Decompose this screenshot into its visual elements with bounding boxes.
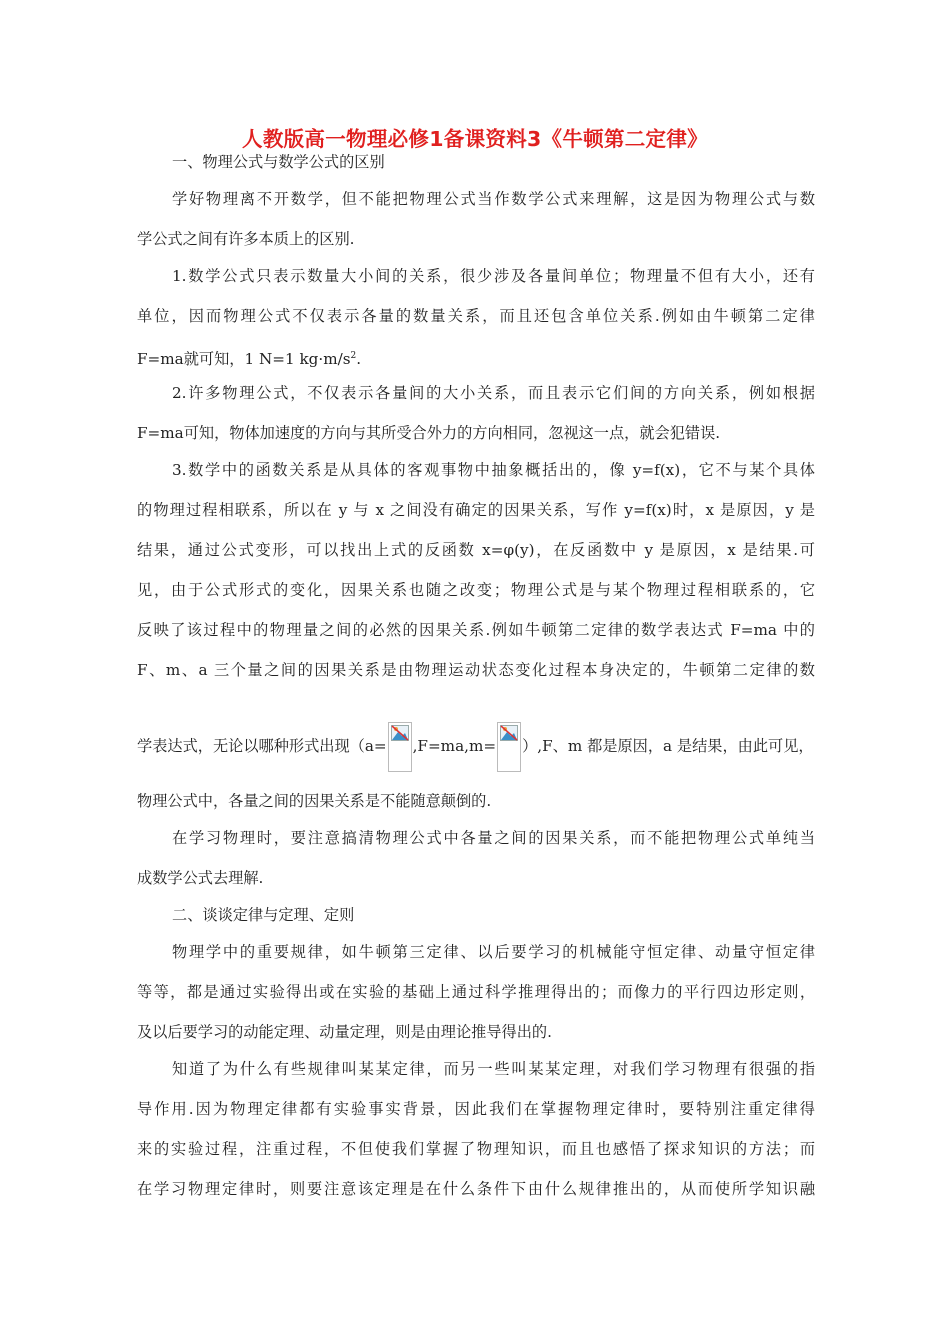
paragraph-line: 知道了为什么有些规律叫某某定律，而另一些叫某某定理，对我们学习物理有很强的指	[172, 1060, 815, 1078]
section-heading-2: 二、谈谈定律与定理、定则	[172, 906, 355, 924]
paragraph-line: 的物理过程相联系，所以在 y 与 x 之间没有确定的因果关系，写作 y=f(x)时，x 是原因，y 是	[137, 501, 815, 519]
paragraph-line: 结果，通过公式变形，可以找出上式的反函数 x=φ(y)，在反函数中 y 是原因，x 是结果.可	[137, 541, 815, 559]
unit-formula: F=ma就可知，1 N=1 kg·m/s	[137, 350, 351, 369]
paragraph-line: 在学习物理定律时，则要注意该定理是在什么条件下由什么规律推出的，从而使所学知识融	[137, 1180, 815, 1198]
paragraph-line: 学公式之间有许多本质上的区别.	[137, 230, 355, 248]
formula-text-mid: ,F=ma,m=	[412, 737, 497, 755]
superscript: 2	[350, 351, 357, 361]
formula-line	[137, 722, 815, 772]
paragraph-line: 学好物理离不开数学，但不能把物理公式当作数学公式来理解，这是因为物理公式与数	[172, 190, 815, 208]
formula-text-after: ）,F、m 都是原因，a 是结果，由此可见，	[522, 737, 814, 755]
paragraph-line: 及以后要学习的动能定理、动量定理，则是由理论推导得出的.	[137, 1023, 552, 1041]
formula-text-before: 学表达式，无论以哪种形式出现（a=	[137, 737, 387, 755]
paragraph-line: 单位，因而物理公式不仅表示各量的数量关系，而且还包含单位关系.例如由牛顿第二定律	[137, 307, 815, 325]
paragraph-line: 2.许多物理公式，不仅表示各量间的大小关系，而且表示它们间的方向关系，例如根据	[172, 384, 815, 402]
period: .	[356, 350, 362, 369]
paragraph-line: 成数学公式去理解.	[137, 869, 264, 887]
paragraph-line: F、m、a 三个量之间的因果关系是由物理运动状态变化过程本身决定的，牛顿第二定律的数	[137, 661, 815, 679]
paragraph-line	[137, 346, 815, 369]
paragraph-line: 导作用.因为物理定律都有实验事实背景，因此我们在掌握物理定律时，要特别注重定律得	[137, 1100, 815, 1118]
section-heading-1: 一、物理公式与数学公式的区别	[172, 153, 385, 171]
paragraph-line: 来的实验过程，注重过程，不但使我们掌握了物理知识，而且也感悟了探求知识的方法；而	[137, 1140, 815, 1158]
document-title: 人教版高一物理必修1备课资料3《牛顿第二定律》	[242, 127, 708, 151]
paragraph-line: F=ma可知，物体加速度的方向与其所受合外力的方向相同，忽视这一点，就会犯错误.	[137, 424, 721, 442]
paragraph-line: 物理公式中，各量之间的因果关系是不能随意颠倒的.	[137, 792, 492, 810]
broken-image-icon	[497, 722, 521, 772]
paragraph-line: 物理学中的重要规律，如牛顿第三定律、以后要学习的机械能守恒定律、动量守恒定律	[172, 943, 815, 961]
paragraph-line: 3.数学中的函数关系是从具体的客观事物中抽象概括出的，像 y=f(x)，它不与某个具体	[172, 461, 815, 479]
paragraph-line: 在学习物理时，要注意搞清物理公式中各量之间的因果关系，而不能把物理公式单纯当	[172, 829, 815, 847]
paragraph-line: 等等，都是通过实验得出或在实验的基础上通过科学推理得出的；而像力的平行四边形定则，	[137, 983, 815, 1001]
paragraph-line: 见，由于公式形式的变化，因果关系也随之改变；物理公式是与某个物理过程相联系的，它	[137, 581, 815, 599]
paragraph-line: 1.数学公式只表示数量大小间的关系，很少涉及各量间单位；物理量不但有大小，还有	[172, 267, 815, 285]
paragraph-line: 反映了该过程中的物理量之间的必然的因果关系.例如牛顿第二定律的数学表达式 F=ma 中的	[137, 621, 815, 639]
broken-image-icon	[388, 722, 412, 772]
